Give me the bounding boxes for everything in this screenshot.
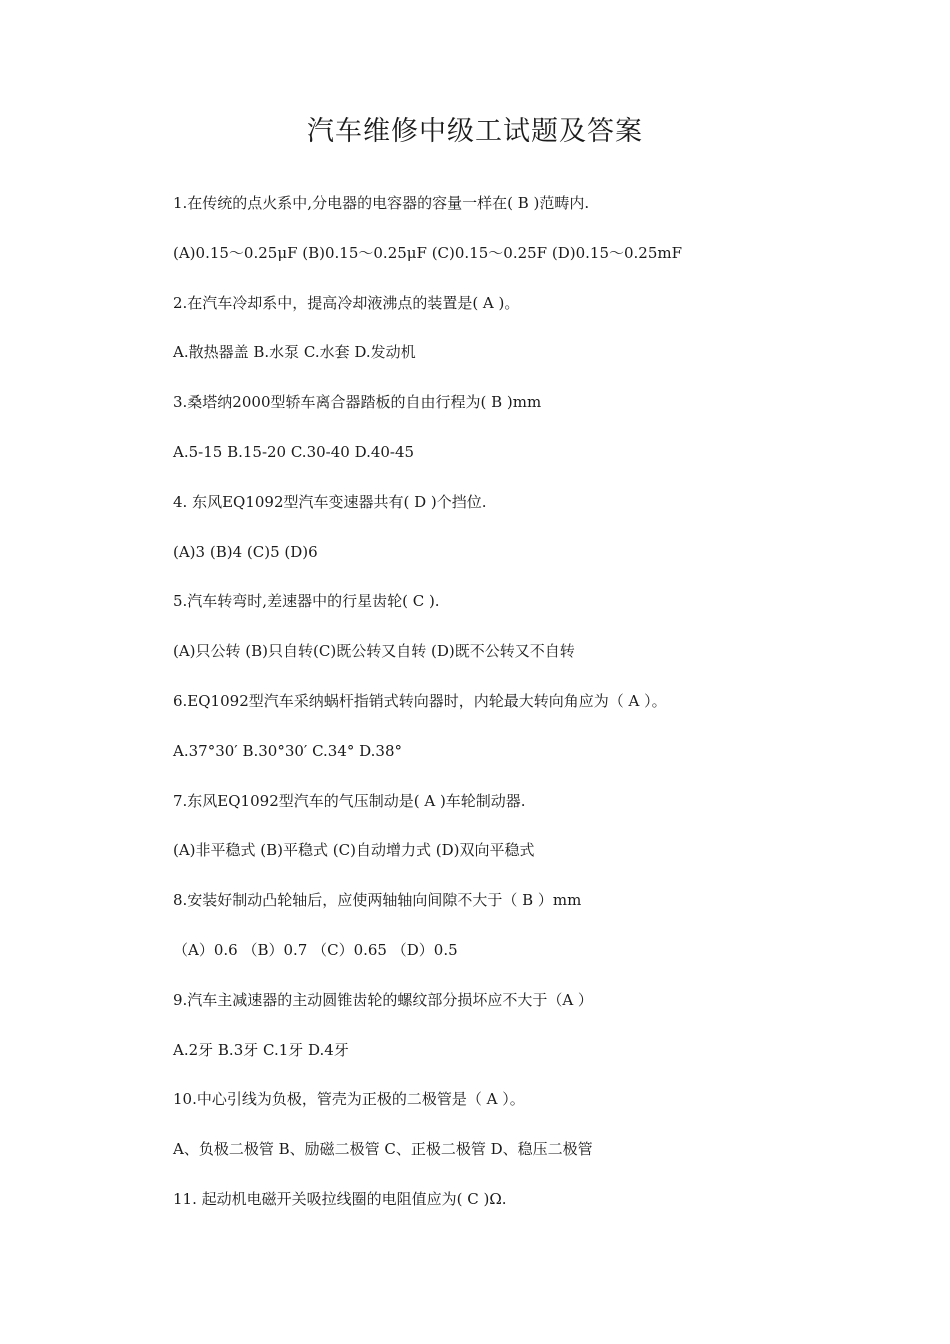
question-8-options: （A）0.6 （B）0.7 （C）0.65 （D）0.5	[173, 940, 458, 959]
question-6-text: 6.EQ1092型汽车采纳蜗杆指销式转向器时，内轮最大转向角应为（ A ）。	[173, 691, 667, 710]
question-3-options: A.5-15 B.15-20 C.30-40 D.40-45	[173, 442, 415, 461]
question-5-options: (A)只公转 (B)只自转(C)既公转又自转 (D)既不公转又不自转	[173, 642, 575, 661]
question-7-text: 7.东风EQ1092型汽车的气压制动是( A )车轮制动器.	[173, 791, 526, 810]
question-list	[173, 188, 813, 1234]
question-5-text: 5.汽车转弯时,差速器中的行星齿轮( C ).	[173, 592, 440, 611]
question-2-options: A.散热器盖 B.水泵 C.水套 D.发动机	[173, 343, 416, 362]
question-3-text: 3.桑塔纳2000型轿车离合器踏板的自由行程为( B )mm	[173, 393, 542, 412]
question-11-text: 11. 起动机电磁开关吸拉线圈的电阻值应为( C )Ω.	[173, 1189, 507, 1208]
question-4-options: (A)3 (B)4 (C)5 (D)6	[173, 542, 318, 561]
question-4-text: 4. 东风EQ1092型汽车变速器共有( D )个挡位.	[173, 492, 487, 511]
question-10-options: A、负极二极管 B、励磁二极管 C、正极二极管 D、稳压二极管	[173, 1140, 593, 1159]
document-title: 汽车维修中级工试题及答案	[307, 116, 643, 147]
question-8-text: 8.安装好制动凸轮轴后，应使两轴轴向间隙不大于（ B ）mm	[173, 891, 582, 910]
question-2-text: 2.在汽车冷却系中，提高冷却液沸点的装置是( A )。	[173, 293, 520, 312]
question-7-options: (A)非平稳式 (B)平稳式 (C)自动增力式 (D)双向平稳式	[173, 841, 535, 860]
question-6-options: A.37°30′ B.30°30′ C.34° D.38°	[173, 741, 402, 760]
question-10-text: 10.中心引线为负极，管壳为正极的二极管是（ A ）。	[173, 1090, 525, 1109]
question-9-text: 9.汽车主减速器的主动圆锥齿轮的螺纹部分损坏应不大于（A ）	[173, 990, 593, 1009]
question-1-options: (A)0.15～0.25μF (B)0.15～0.25μF (C)0.15～0.25F (D)0.15～0.25mF	[173, 243, 683, 262]
question-1-text: 1.在传统的点火系中,分电器的电容器的容量一样在( B )范畴内.	[173, 194, 590, 212]
question-9-options: A.2牙 B.3牙 C.1牙 D.4牙	[173, 1040, 349, 1059]
